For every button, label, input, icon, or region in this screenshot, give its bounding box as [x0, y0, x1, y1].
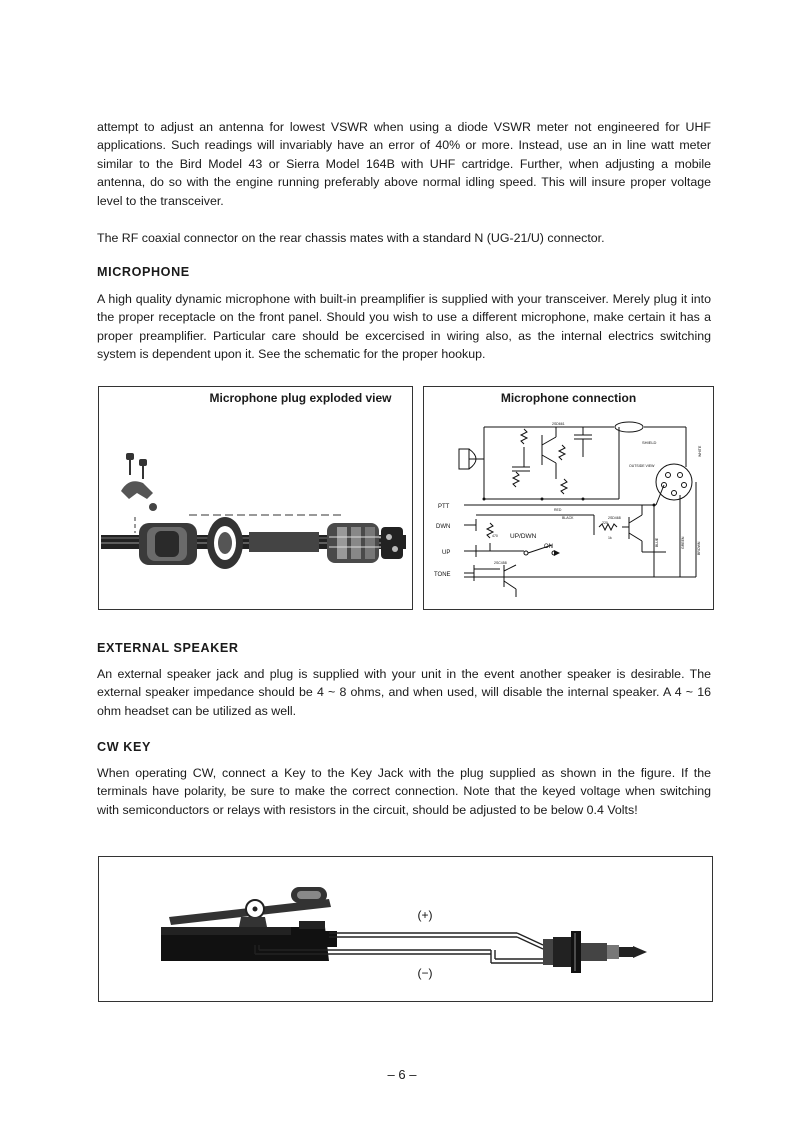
r220-label: 220 — [602, 521, 608, 525]
blue-wire-label: BLUE — [655, 537, 659, 547]
mic-connection-figure — [423, 386, 714, 610]
microphone-heading: MICROPHONE — [97, 265, 190, 279]
microphone-paragraph: A high quality dynamic microphone with built-in preamplifier is supplied with your transceiver. Merely plug it into the proper receptacle on the front panel. Should you wish to use a different microphone, make certain it has a proper preamplifier. Particular care should be excercised in wiring also, as the internal electrics switching system is dependent upon it. See the schematic for the proper hookup. — [97, 292, 711, 362]
phone-plug-icon — [543, 931, 647, 973]
mic-plug-exploded-drawing — [99, 387, 412, 609]
cw-key-figure — [98, 856, 713, 1002]
shield-label: SHIELD — [642, 440, 657, 445]
plug-pins-icon — [327, 523, 403, 563]
tone-label: TONE — [434, 572, 451, 578]
ptt-label: PTT — [438, 504, 450, 510]
red-wire-label: RED — [554, 508, 562, 512]
plug-shell-icon — [139, 523, 197, 565]
dwn-label: DWN — [436, 524, 451, 530]
key-base-icon — [161, 921, 337, 961]
q2-label: 2SD468 — [608, 516, 621, 520]
knurled-ring-icon — [207, 517, 243, 569]
brown-wire-label: BROWN — [697, 541, 701, 555]
mic-plug-figure-caption: Microphone plug exploded view — [209, 391, 392, 405]
on-label: ON — [544, 544, 553, 550]
updown-label: UP/DWN — [510, 533, 537, 540]
up-label: UP — [442, 550, 451, 556]
connector-paragraph: The RF coaxial connector on the rear chassis mates with a standard N (UG-21/U) connector. — [97, 231, 605, 245]
green-wire-label: GREEN — [681, 536, 685, 549]
cable-clamp-icon — [121, 481, 153, 499]
intro-paragraph: attempt to adjust an antenna for lowest VSWR when using a diode VSWR meter not engineered for UHF applications. Such readings will invariably have an error of 40% or more. Instead, use an in line watt meter similar to the Bird Model 43 or Sierra Model 164B with UHF cartridge. Further, when adjusting a mobile antenna, do so with the engine running preferably above normal idling speed. This will insure proper voltage level to the transceiver. — [97, 120, 711, 208]
cw-key-drawing — [99, 857, 712, 1001]
screw-icon — [126, 453, 147, 479]
mic-plug-figure — [98, 386, 413, 610]
cw-key-paragraph: When operating CW, connect a Key to the Key Jack with the plug supplied as shown in the figure. If the terminals have polarity, be sure to make the correct connection. Note that the keyed voltage when switching with semiconductors or relays with resistors in the circuit, should be adjusted to be below 0.4 Volts! — [97, 766, 711, 817]
r1k-label: 1k — [608, 536, 612, 540]
q1-label: 2SD661 — [552, 422, 565, 426]
r470-label: 470 — [492, 534, 498, 538]
mic-connection-schematic — [424, 387, 713, 609]
cw-key-heading: CW KEY — [97, 740, 151, 754]
plus-label: (+) — [417, 908, 433, 922]
white-wire-label: WHITE — [698, 445, 702, 457]
page-number: – 6 – — [387, 1067, 417, 1082]
minus-label: (−) — [417, 966, 433, 980]
black-wire-label: BLACK — [562, 516, 574, 520]
outside-view-label: OUTSIDE VIEW — [629, 464, 655, 468]
external-speaker-heading: EXTERNAL SPEAKER — [97, 641, 239, 655]
mic-connection-figure-caption: Microphone connection — [500, 391, 637, 405]
external-speaker-paragraph: An external speaker jack and plug is supplied with your unit in the event another speaker is desirable. The external speaker impedance should be 4 ~ 8 ohms, and when used, will disable the internal speaker. A 4 ~ 16 ohm headset can be utilized as well. — [97, 667, 711, 718]
q3-label: 2SC458 — [494, 561, 507, 565]
